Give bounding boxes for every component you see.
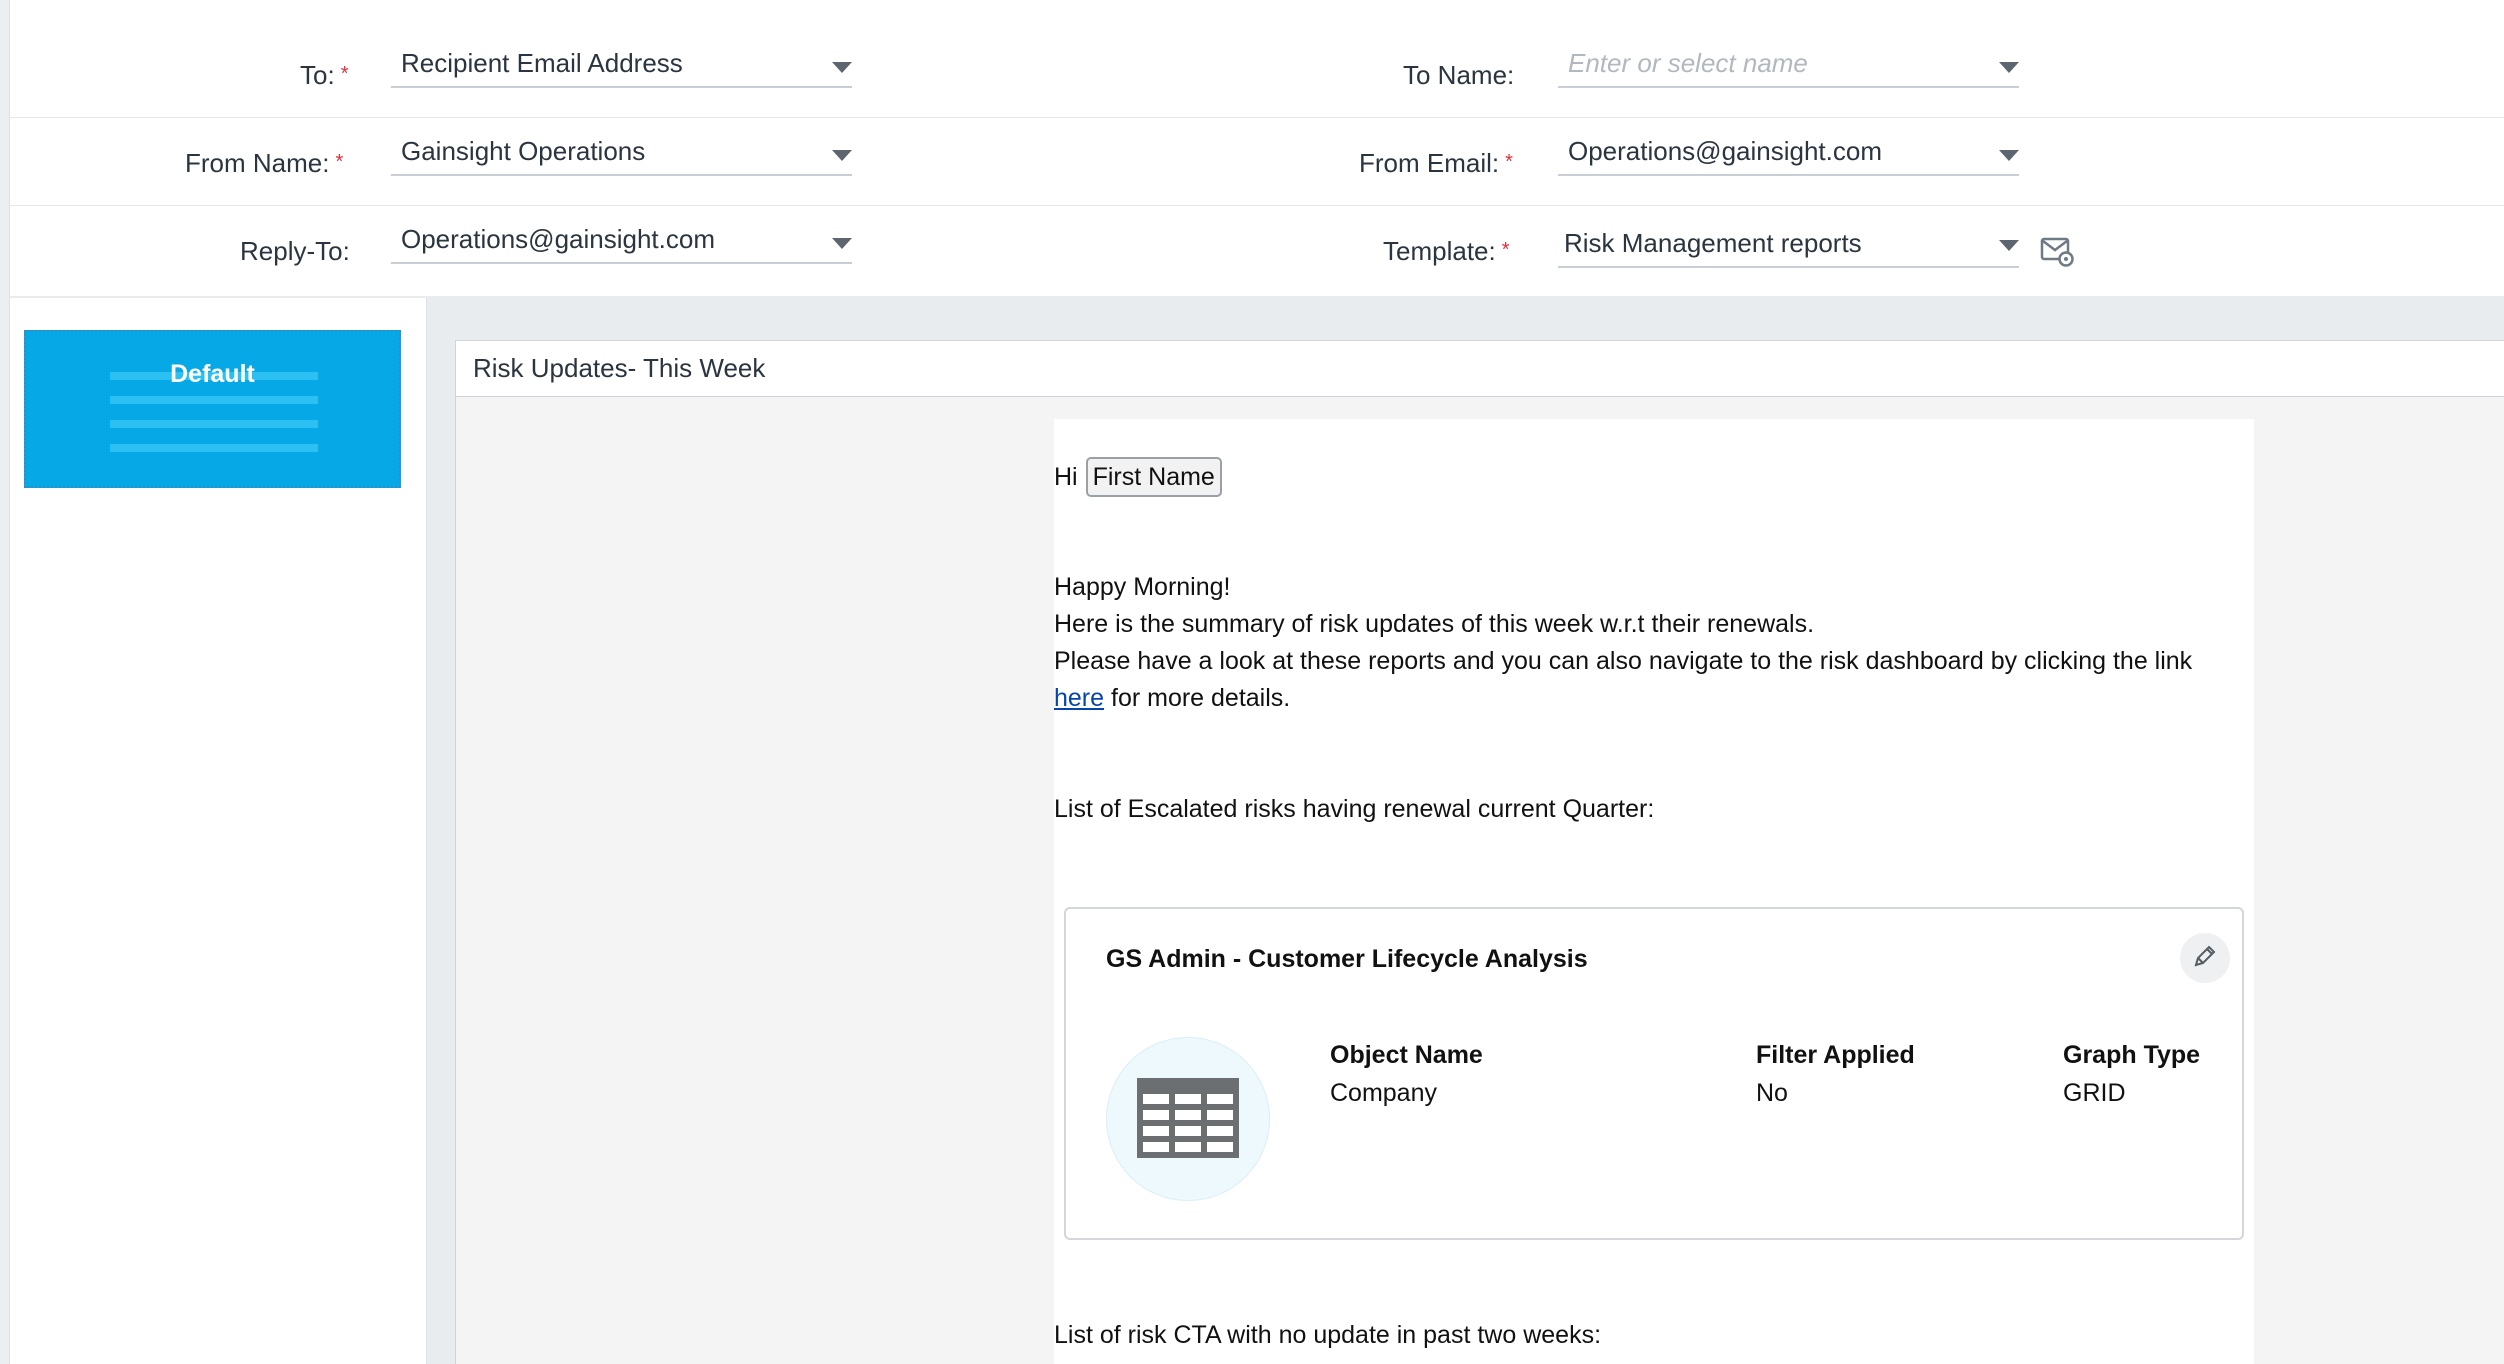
template-value: Risk Management reports — [1564, 227, 1862, 258]
to-name-select[interactable] — [1558, 40, 2019, 88]
dashboard-link[interactable]: here — [1054, 684, 1105, 712]
graph-type-value: GRID — [2063, 1079, 2126, 1107]
reply-to-select[interactable] — [391, 216, 852, 264]
template-select[interactable] — [1558, 220, 2019, 268]
pencil-icon — [2192, 943, 2218, 974]
intro-line-1: Happy Morning! — [1054, 573, 1231, 601]
filter-applied-value: No — [1756, 1079, 1788, 1107]
default-variant-label: Default — [170, 360, 255, 388]
decor-line — [110, 420, 318, 428]
email-body[interactable] — [1054, 419, 2254, 1364]
intro-paragraph — [1054, 569, 2192, 717]
chevron-down-icon — [1999, 240, 2019, 251]
decor-line — [110, 444, 318, 452]
window-left-edge — [0, 0, 10, 1364]
from-email-value: Operations@gainsight.com — [1568, 135, 1882, 166]
to-select-value: Recipient Email Address — [401, 47, 683, 78]
graph-type-label: Graph Type — [2063, 1041, 2201, 1069]
first-name-token[interactable]: First Name — [1086, 457, 1222, 497]
greeting-text: Hi — [1054, 463, 1078, 491]
chevron-down-icon — [832, 150, 852, 161]
filter-applied-label: Filter Applied — [1756, 1041, 1915, 1069]
required-mark: * — [335, 151, 344, 173]
reply-to-value: Operations@gainsight.com — [401, 223, 715, 254]
chevron-down-icon — [832, 62, 852, 73]
template-label: Template: * — [1383, 236, 1510, 266]
intro-line-4-rest: for more details. — [1104, 684, 1291, 712]
decor-line — [110, 396, 318, 404]
subject-input[interactable] — [456, 341, 2504, 397]
from-name-label: From Name: * — [185, 148, 344, 178]
from-name-select[interactable] — [391, 128, 852, 176]
reply-to-label: Reply-To: — [240, 236, 350, 266]
chevron-down-icon — [1999, 62, 2019, 73]
variant-panel — [10, 298, 427, 1364]
grid-thumbnail — [1106, 1037, 1270, 1201]
greeting-line — [1054, 457, 1222, 497]
to-label: To: * — [300, 60, 349, 90]
default-variant-card[interactable] — [24, 330, 401, 488]
report-card — [1064, 907, 2244, 1240]
from-name-value: Gainsight Operations — [401, 135, 646, 166]
required-mark: * — [340, 63, 349, 85]
to-name-label: To Name: — [1403, 60, 1515, 90]
stale-cta-heading: List of risk CTA with no update in past two weeks: — [1054, 1321, 1602, 1349]
escalated-risks-heading: List of Escalated risks having renewal current Quarter: — [1054, 795, 1655, 823]
from-email-label: From Email: * — [1359, 148, 1513, 178]
chevron-down-icon — [832, 238, 852, 249]
edit-report-button[interactable] — [2180, 933, 2230, 983]
subject-text: Risk Updates- This Week — [473, 353, 766, 383]
to-name-placeholder: Enter or select name — [1568, 47, 1808, 78]
chevron-down-icon — [1999, 150, 2019, 161]
form-row-from — [10, 118, 2504, 206]
intro-line-4 — [1054, 680, 2192, 717]
table-grid-icon — [1137, 1078, 1239, 1163]
email-editor — [455, 340, 2504, 1364]
to-select[interactable] — [391, 40, 852, 88]
form-row-reply — [10, 206, 2504, 296]
email-settings-icon[interactable] — [2040, 236, 2076, 268]
intro-line-3: Please have a look at these reports and you can also navigate to the risk dashboard by clicking the link — [1054, 647, 2193, 675]
object-name-label: Object Name — [1330, 1041, 1483, 1069]
required-mark: * — [1501, 239, 1510, 261]
from-email-select[interactable] — [1558, 128, 2019, 176]
object-name-value: Company — [1330, 1079, 1437, 1107]
form-row-to — [10, 0, 2504, 118]
intro-line-2: Here is the summary of risk updates of this week w.r.t their renewals. — [1054, 610, 1815, 638]
report-title: GS Admin - Customer Lifecycle Analysis — [1106, 945, 1588, 973]
required-mark: * — [1505, 151, 1513, 173]
